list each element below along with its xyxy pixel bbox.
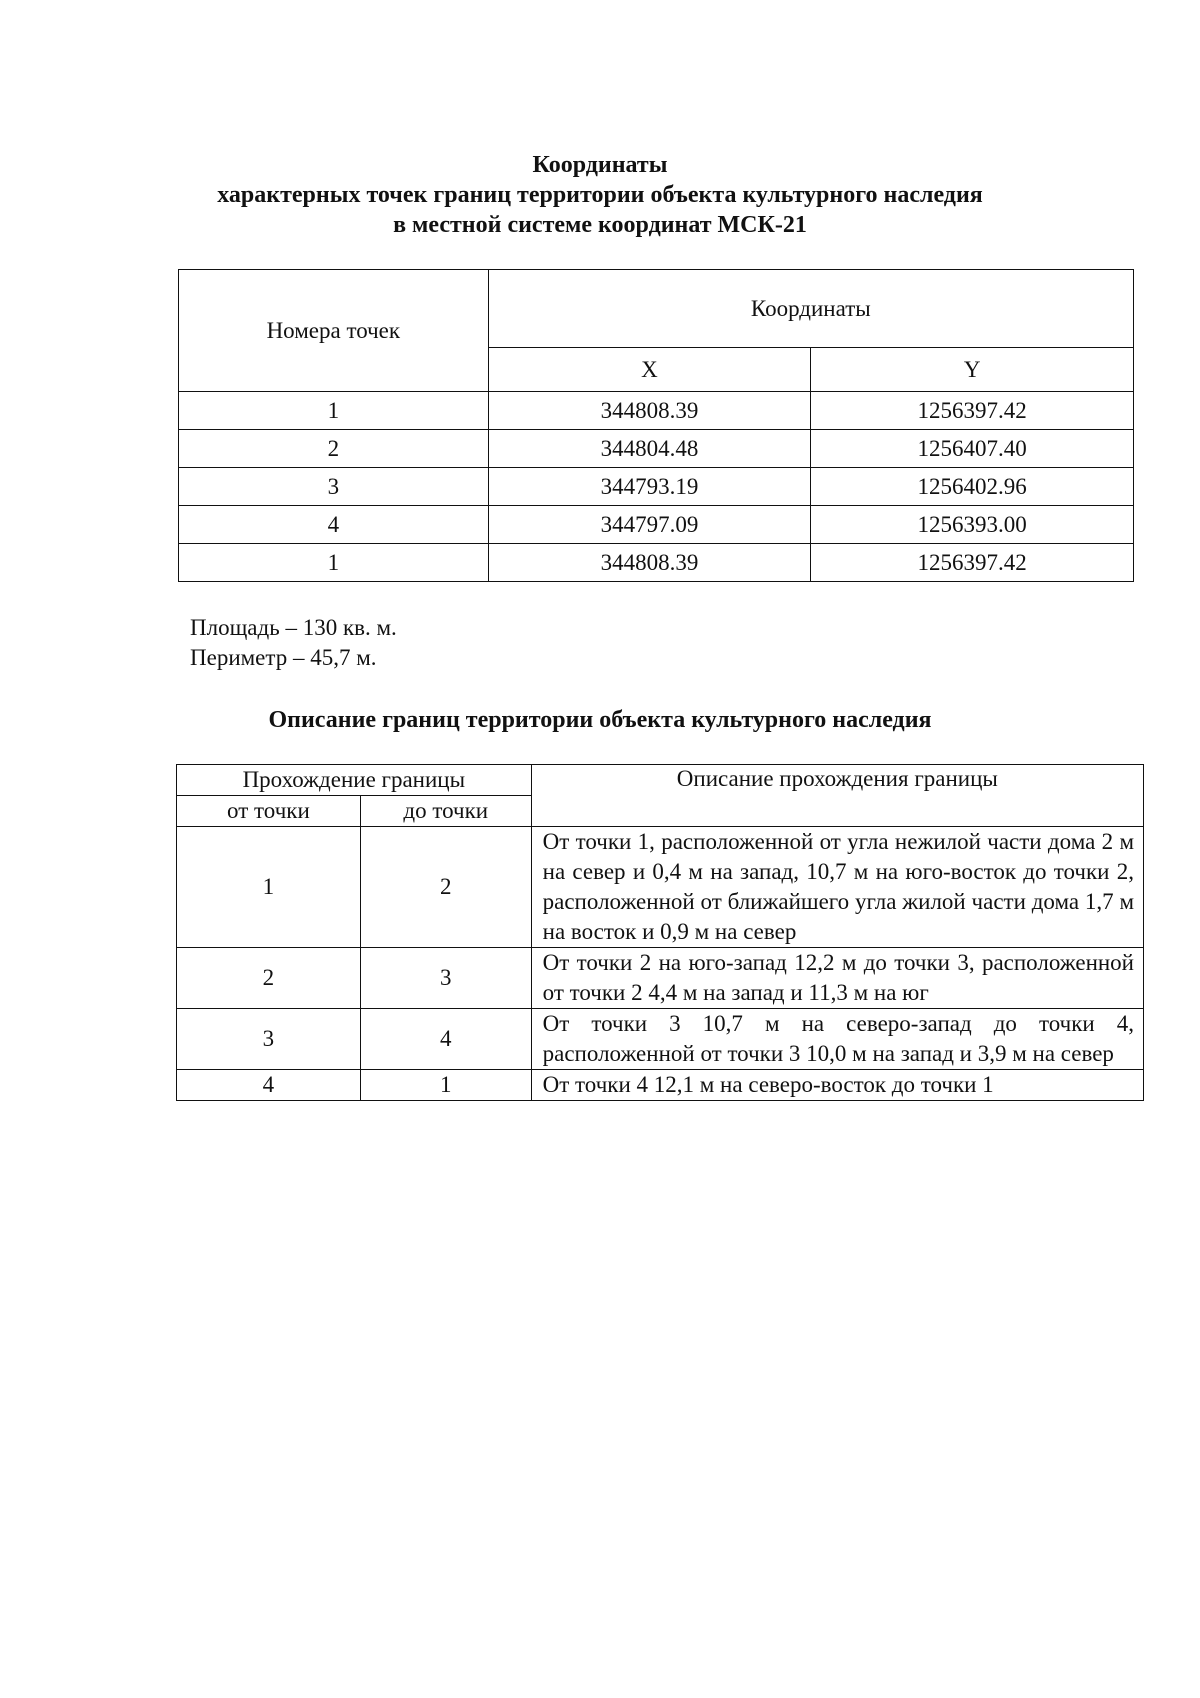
table-row [177,1009,1144,1070]
to-point: 4 [360,1009,531,1070]
heading-line-3: в местной системе координат МСК-21 [393,212,807,238]
header-point-numbers: Номера точек [179,270,489,392]
header-boundary-passage: Прохождение границы [177,765,532,796]
area-text: Площадь – 130 кв. м. [190,615,397,640]
table-row [179,506,1134,544]
y-value: 1256397.42 [811,544,1134,582]
boundary-description-table [176,764,1144,1101]
heading-line-2: характерных точек границ территории объекта культурного наследия [217,182,983,208]
table-row [177,1070,1144,1101]
table-row [177,827,1144,948]
y-value: 1256397.42 [811,392,1134,430]
x-value: 344797.09 [488,506,811,544]
boundary-text: От точки 2 на юго-запад 12,2 м до точки 3, расположенной от точки 2 4,4 м на запад и 11,3 м на юг [531,948,1143,1009]
to-point: 1 [360,1070,531,1101]
header-x: X [488,348,811,392]
point-number: 4 [179,506,489,544]
y-value: 1256393.00 [811,506,1134,544]
table-row [177,948,1144,1009]
from-point: 3 [177,1009,361,1070]
table-row [179,392,1134,430]
perimeter-text: Периметр – 45,7 м. [190,645,377,670]
point-number: 1 [179,544,489,582]
x-value: 344808.39 [488,544,811,582]
table-row [179,544,1134,582]
header-to-point: до точки [360,796,531,827]
point-number: 2 [179,430,489,468]
heading-line-1: Координаты [532,152,668,178]
y-value: 1256407.40 [811,430,1134,468]
from-point: 4 [177,1070,361,1101]
table-row [179,430,1134,468]
point-number: 3 [179,468,489,506]
x-value: 344804.48 [488,430,811,468]
from-point: 2 [177,948,361,1009]
table-row [179,468,1134,506]
header-y: Y [811,348,1134,392]
description-title: Описание границ территории объекта культурного наследия [268,707,932,733]
boundary-text: От точки 4 12,1 м на северо-восток до точки 1 [531,1070,1143,1101]
header-from-point: от точки [177,796,361,827]
boundary-text: От точки 1, расположенной от угла нежилой части дома 2 м на север и 0,4 м на запад, 10,7 м на юго-восток до точки 2, расположенной от ближайшего угла жилой части дома 1,7 м на восток и 0,9 м на север [531,827,1143,948]
boundary-text: От точки 3 10,7 м на северо-запад до точки 4, расположенной от точки 3 10,0 м на запад и 3,9 м на север [531,1009,1143,1070]
x-value: 344793.19 [488,468,811,506]
document-heading [0,150,1200,240]
header-boundary-description: Описание прохождения границы [531,765,1143,827]
x-value: 344808.39 [488,392,811,430]
point-number: 1 [179,392,489,430]
header-coordinates: Координаты [488,270,1133,348]
to-point: 3 [360,948,531,1009]
y-value: 1256402.96 [811,468,1134,506]
to-point: 2 [360,827,531,948]
coordinates-table [178,269,1134,582]
from-point: 1 [177,827,361,948]
